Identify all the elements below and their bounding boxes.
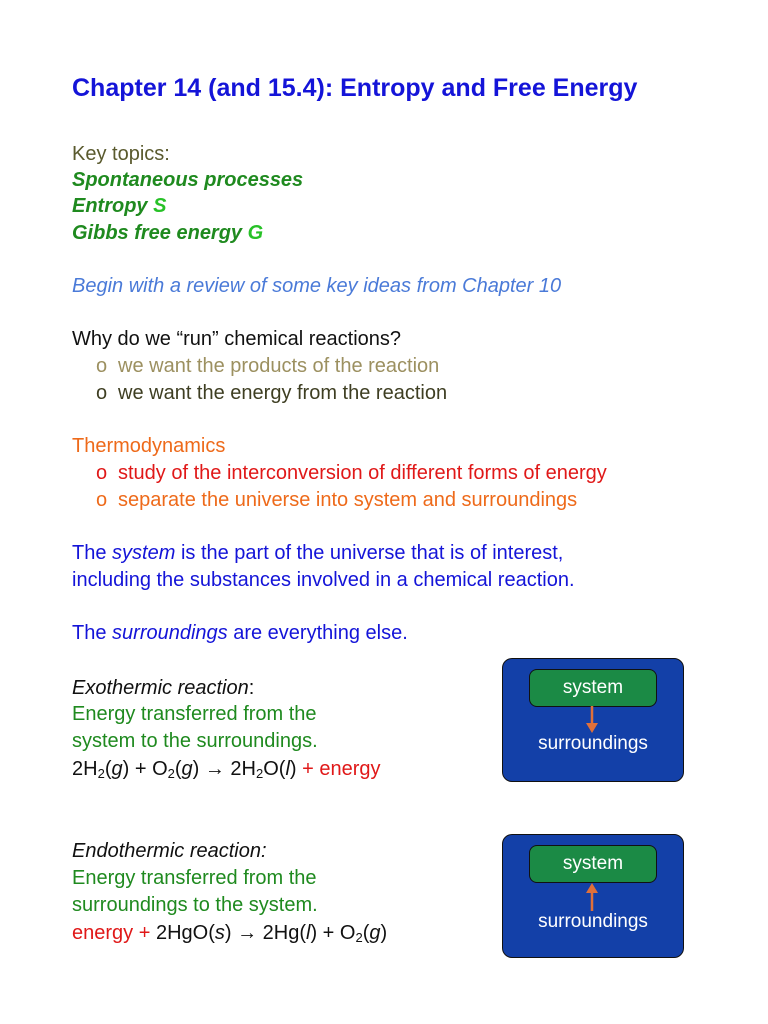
topic-entropy	[72, 193, 166, 220]
endothermic-diagram	[502, 834, 684, 958]
why-bullet-energy: o we want the energy from the reaction	[96, 380, 447, 407]
system-term: system	[112, 542, 176, 564]
exothermic-line1: Energy transferred from the	[72, 703, 317, 725]
topic-entropy-symbol: S	[153, 195, 167, 217]
endothermic-equation: energy + $2HgO(s) \to 2Hg(l) + O_2(g)$	[72, 922, 388, 945]
review-line: Begin with a review of some key ideas from Chapter 10	[72, 275, 562, 297]
surroundings-term: surroundings	[112, 622, 228, 644]
energy-arrow-down-icon	[503, 659, 683, 781]
topic-gibbs-label: Gibbs free energy	[72, 222, 243, 244]
surroundings-label: surroundings	[538, 733, 648, 754]
system-box: system	[529, 845, 657, 883]
bullet-marker: o	[96, 462, 108, 484]
topic-spontaneous: Spontaneous processes	[72, 169, 304, 191]
exothermic-energy-term: + energy	[296, 758, 381, 780]
bullet-marker: o	[96, 355, 108, 377]
exothermic-line2: system to the surroundings.	[72, 730, 318, 752]
bullet-marker: o	[96, 382, 108, 404]
system-definition-line1: The system is the part of the universe that is of interest,	[72, 542, 564, 564]
key-topics-heading: Key topics:	[72, 143, 170, 165]
exothermic-diagram	[502, 658, 684, 782]
topic-entropy-label: Entropy	[72, 195, 148, 217]
topic-gibbs-symbol: G	[247, 222, 264, 244]
bullet-marker: o	[96, 489, 108, 511]
thermo-bullet-interconversion: o study of the interconversion of different forms of energy	[96, 460, 607, 487]
exothermic-label: Exothermic reaction:	[72, 677, 255, 699]
exothermic-equation: $2H_2(g) + O_2(g) \to 2H_2O(l)$ + energy	[72, 758, 381, 781]
topic-gibbs	[72, 220, 263, 247]
thermo-heading: Thermodynamics	[72, 435, 226, 457]
system-box: system	[529, 669, 657, 707]
endothermic-line2: surroundings to the system.	[72, 894, 318, 916]
energy-arrow-up-icon	[503, 835, 683, 957]
why-question: Why do we “run” chemical reactions?	[72, 328, 402, 350]
thermo-bullet-separate: o separate the universe into system and surroundings	[96, 487, 577, 514]
endothermic-energy-term: energy +	[72, 922, 156, 944]
why-bullet-products: o we want the products of the reaction	[96, 353, 439, 380]
surroundings-definition: The surroundings are everything else.	[72, 622, 408, 644]
surroundings-label: surroundings	[538, 911, 648, 932]
system-definition-line2: including the substances involved in a chemical reaction.	[72, 569, 575, 591]
page-title: Chapter 14 (and 15.4): Entropy and Free Energy	[72, 74, 638, 102]
endothermic-line1: Energy transferred from the	[72, 867, 317, 889]
endothermic-label: Endothermic reaction:	[72, 840, 267, 862]
